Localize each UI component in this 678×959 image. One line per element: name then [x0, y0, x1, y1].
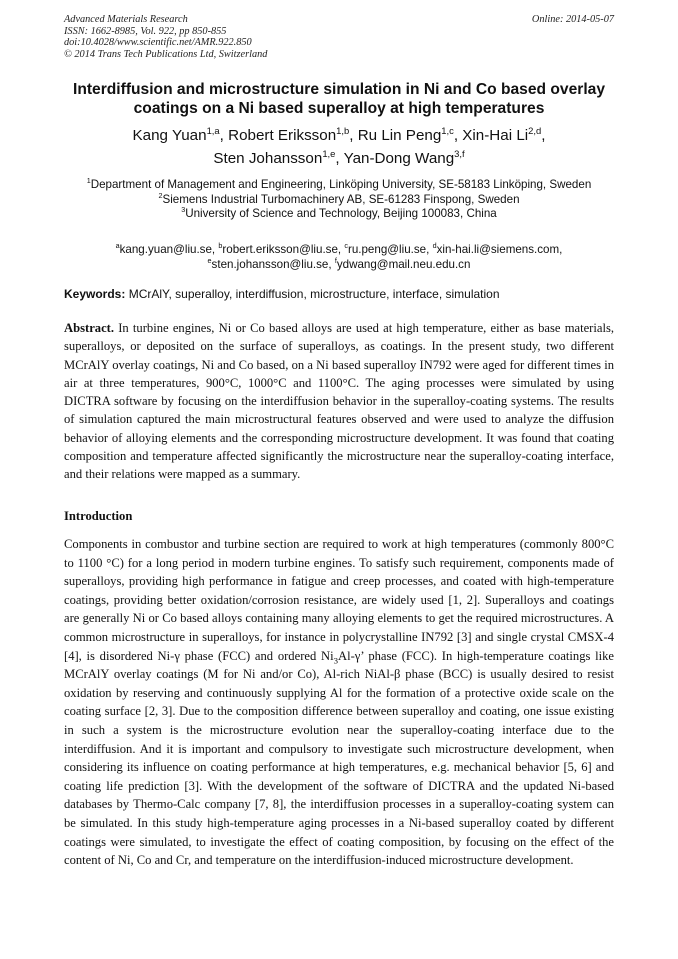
- email-line-1: $^a$kang.yuan@liu.se, $^b$robert.eriksson@liu.se, $^c$ru.peng@liu.se, $^d$xin-hai.li@siemens.com,: [115, 241, 563, 256]
- author-sup: 3,f: [454, 147, 465, 159]
- author-name: Kang Yuan: [132, 127, 207, 144]
- affiliation-1: $^1$Department of Management and Engineering, Linköping University, SE-58183 Linköping, Sweden: [86, 176, 592, 191]
- journal-meta: [64, 14, 267, 60]
- author-line-1: Kang Yuan$^{1,a}$, Robert Eriksson$^{1,b}$, Ru Lin Peng$^{1,c}$, Xin-Hai Li$^{2,d}$,: [132, 124, 546, 144]
- issn-line: ISSN: 1662-8985, Vol. 922, pp 850-855: [64, 25, 227, 37]
- affiliations: [40, 178, 638, 222]
- copyright-line: © 2014 Trans Tech Publications Ltd, Switzerland: [64, 48, 268, 60]
- author-name: Xin-Hai Li: [462, 127, 529, 144]
- keywords-label: Keywords:: [64, 287, 126, 301]
- abstract-text: In turbine engines, Ni or Co based alloys are used at high temperature, either as base materials, superalloys, or deposited on the surface of superalloys, as coatings. In the present study, two different MCrAlY overlay coatings, Ni and Co based, on a Ni based superalloy IN792 were aged for different times in air at three temperatures, 900°C, 1000°C and 1100°C. The aging processes were simulated by using DICTRA software by focusing on the interdiffusion behavior in the superalloy-coating systems. The results of simulation captured the main microstructural features observed and were used to analyze the diffusion behavior of alloying elements and the corresponding microstructure development. It was found that coating composition and temperature affected significantly the microstructure near the superalloy-coating interface, and their relations were mapped as a summary.: [64, 321, 614, 482]
- email-link[interactable]: xin-hai.li@siemens.com,: [436, 243, 563, 256]
- section-heading-introduction: Introduction: [64, 509, 133, 523]
- abstract-label: Abstract.: [64, 321, 115, 335]
- author-sup: 1,b: [336, 124, 350, 136]
- doi-line: doi:10.4028/www.scientific.net/AMR.922.850: [64, 37, 252, 49]
- author-name: Sten Johansson: [213, 149, 323, 167]
- affiliation-3: $^3$University of Science and Technology, Beijing 100083, China: [181, 205, 497, 221]
- email-link[interactable]: sten.johansson@liu.se,: [211, 257, 332, 271]
- author-name: Robert Eriksson: [228, 127, 337, 144]
- affiliation-2: $^2$Siemens Industrial Turbomachinery AB, SE-61283 Finspong, Sweden: [158, 190, 520, 206]
- author-sup: 1,c: [441, 124, 454, 136]
- author-sup: 2,d: [528, 124, 542, 136]
- keywords: [64, 287, 620, 302]
- author-name: Yan-Dong Wang: [343, 149, 455, 167]
- email-link[interactable]: ydwang@mail.neu.edu.cn: [336, 257, 471, 271]
- author-emails: [40, 243, 638, 272]
- paper-title: Interdiffusion and microstructure simulation in Ni and Co based overlay coatings on a Ni based superalloy at high temperatures: [72, 81, 605, 117]
- author-sup: 1,e: [322, 147, 336, 159]
- online-date: Online: 2014-05-07: [531, 14, 614, 25]
- author-name: Ru Lin Peng: [357, 127, 442, 144]
- abstract: [64, 319, 614, 484]
- email-line-2: $^e$sten.johansson@liu.se, $^f$ydwang@mail.neu.edu.cn: [207, 255, 471, 271]
- journal-name: Advanced Materials Research: [64, 14, 188, 25]
- author-line-2: Sten Johansson$^{1,e}$, Yan-Dong Wang$^{3,f}$: [213, 147, 465, 167]
- introduction-paragraph: Components in combustor and turbine section are required to work at high temperatures (commonly 800°C to 1100 °C) for a long period in modern turbine engines. To satisfy such requirement, components made of superalloys, providing high performance in fatigue and creep processes, and coated with high-temperature coatings, providing better oxidation/corrosion resistance, are widely used [1, 2]. Superalloys and coatings are generally Ni or Co based alloys containing many alloying elements to get the required microstructures. A common microstructure in superalloys, for instance in polycrystalline IN792 [3] and single crystal CMSX-4 [4], is disordered Ni-γ phase (FCC) and ordered $Ni_3Al-\gamma$’ phase (FCC). In high-temperature coatings like MCrAlY overlay coatings (M for Ni and/or Co), Al-rich NiAl-β phase (BCC) is usually desired to resist oxidation by reserving and continuously supplying Al for the formation of a protective oxide scale on the coating surface [2, 3]. Due to the composition difference between superalloy and coating, one issue existing in such a system is the microstructure evolution near the superalloy-coating interface due to the interdiffusion. And it is important and compulsory to investigate such microstructure development, when considering its influence on coating performance at high temperatures, e.g. mechanical behavior [5, 6] and coating life prediction [3]. With the development of the software of DICTRA and the updated Ni-based databases by Thermo-Calc company [7, 8], the interdiffusion processes in a superalloy-coating system can be simulated. In this study high-temperature aging processes in a Ni-based superalloy coated by different coatings were simulated, to investigate the effect of coating composition, by focusing on the effect of the content of Ni, Co and Cr, and temperature on the interdiffusion-induced microstructure development.: [64, 537, 614, 868]
- keywords-text: MCrAlY, superalloy, interdiffusion, microstructure, interface, simulation: [125, 287, 500, 301]
- email-link[interactable]: kang.yuan@liu.se,: [119, 243, 216, 256]
- email-link[interactable]: robert.eriksson@liu.se,: [222, 243, 342, 256]
- author-sup: 1,a: [206, 124, 220, 136]
- author-list: [40, 125, 638, 170]
- email-link[interactable]: ru.peng@liu.se,: [347, 243, 430, 256]
